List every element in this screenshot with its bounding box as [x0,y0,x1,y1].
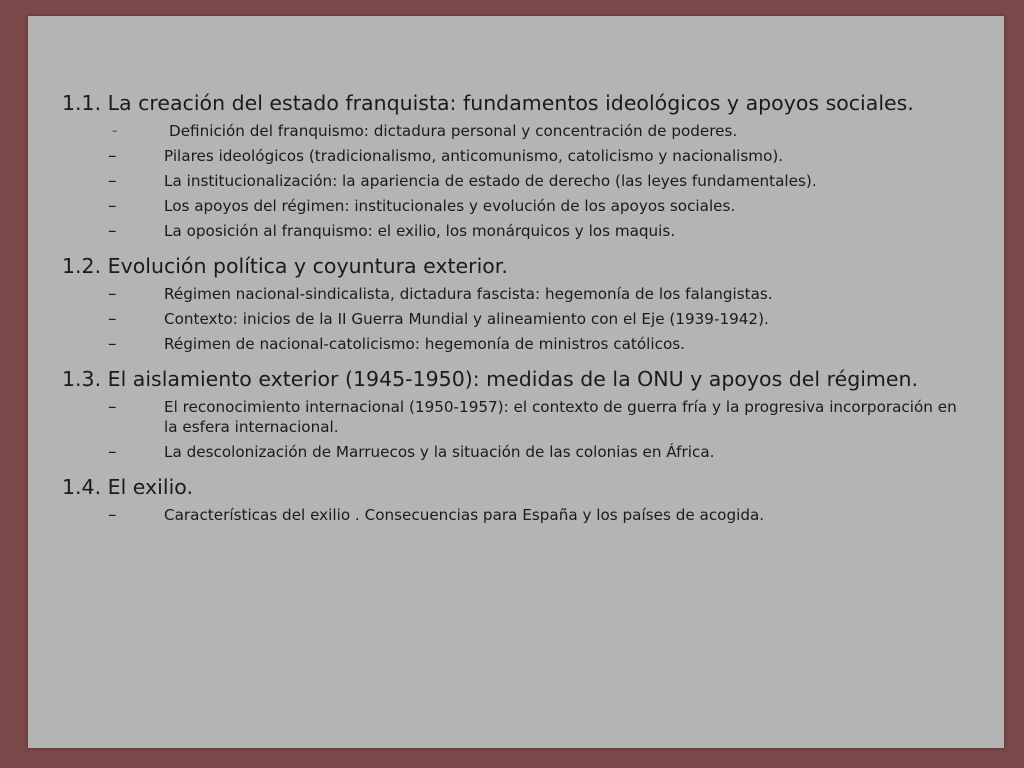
list-item-text: Los apoyos del régimen: institucionales y evolución de los apoyos sociales. [164,197,736,215]
dash-bullet-icon: – [108,505,117,525]
section-heading: 1.1. La creación del estado franquista: fundamentos ideológicos y apoyos sociales. [62,91,914,115]
list-item [62,397,972,437]
list-item [62,284,972,304]
list-item [62,309,972,329]
dash-bullet-icon: – [108,334,117,354]
list-item [62,221,972,241]
list-item [62,171,972,191]
bullet-list [62,121,972,241]
section-heading: 1.2. Evolución política y coyuntura exterior. [62,254,508,278]
dash-bullet-icon: – [108,397,117,417]
list-item-text: Características del exilio . Consecuencias para España y los países de acogida. [164,506,765,524]
dash-bullet-icon: – [108,221,117,241]
list-item-text: Definición del franquismo: dictadura personal y concentración de poderes. [169,122,738,140]
list-item-text: La institucionalización: la apariencia de estado de derecho (las leyes fundamentales). [164,172,817,190]
list-item [62,334,972,354]
bullet-list [62,284,972,354]
dash-bullet-icon: – [108,442,117,462]
list-item-text: Pilares ideológicos (tradicionalismo, anticomunismo, catolicismo y nacionalismo). [164,147,784,165]
list-item-text: El reconocimiento internacional (1950-1957): el contexto de guerra fría y la progresiva incorporación en la esfera internacional. [164,398,957,436]
list-item-text: Régimen de nacional-catolicismo: hegemonía de ministros católicos. [164,335,685,353]
slide-content [62,90,972,537]
section-heading: 1.3. El aislamiento exterior (1945-1950): medidas de la ONU y apoyos del régimen. [62,367,918,391]
dash-bullet-icon: – [108,146,117,166]
dash-bullet-icon: – [108,309,117,329]
list-item-text: La oposición al franquismo: el exilio, los monárquicos y los maquis. [164,222,676,240]
bullet-list [62,397,972,462]
list-item [62,442,972,462]
section-heading: 1.4. El exilio. [62,475,193,499]
list-item [62,146,972,166]
section-2 [62,253,972,354]
list-item [62,121,972,141]
list-item [62,196,972,216]
dash-bullet-icon: – [112,124,118,137]
section-1 [62,90,972,241]
section-3 [62,366,972,462]
list-item-text: Régimen nacional-sindicalista, dictadura fascista: hegemonía de los falangistas. [164,285,773,303]
dash-bullet-icon: – [108,196,117,216]
bullet-list [62,505,972,525]
dash-bullet-icon: – [108,171,117,191]
section-4 [62,474,972,525]
list-item-text: La descolonización de Marruecos y la situación de las colonias en África. [164,443,715,461]
dash-bullet-icon: – [108,284,117,304]
slide [28,16,1004,748]
list-item [62,505,972,525]
list-item-text: Contexto: inicios de la II Guerra Mundial y alineamiento con el Eje (1939-1942). [164,310,769,328]
